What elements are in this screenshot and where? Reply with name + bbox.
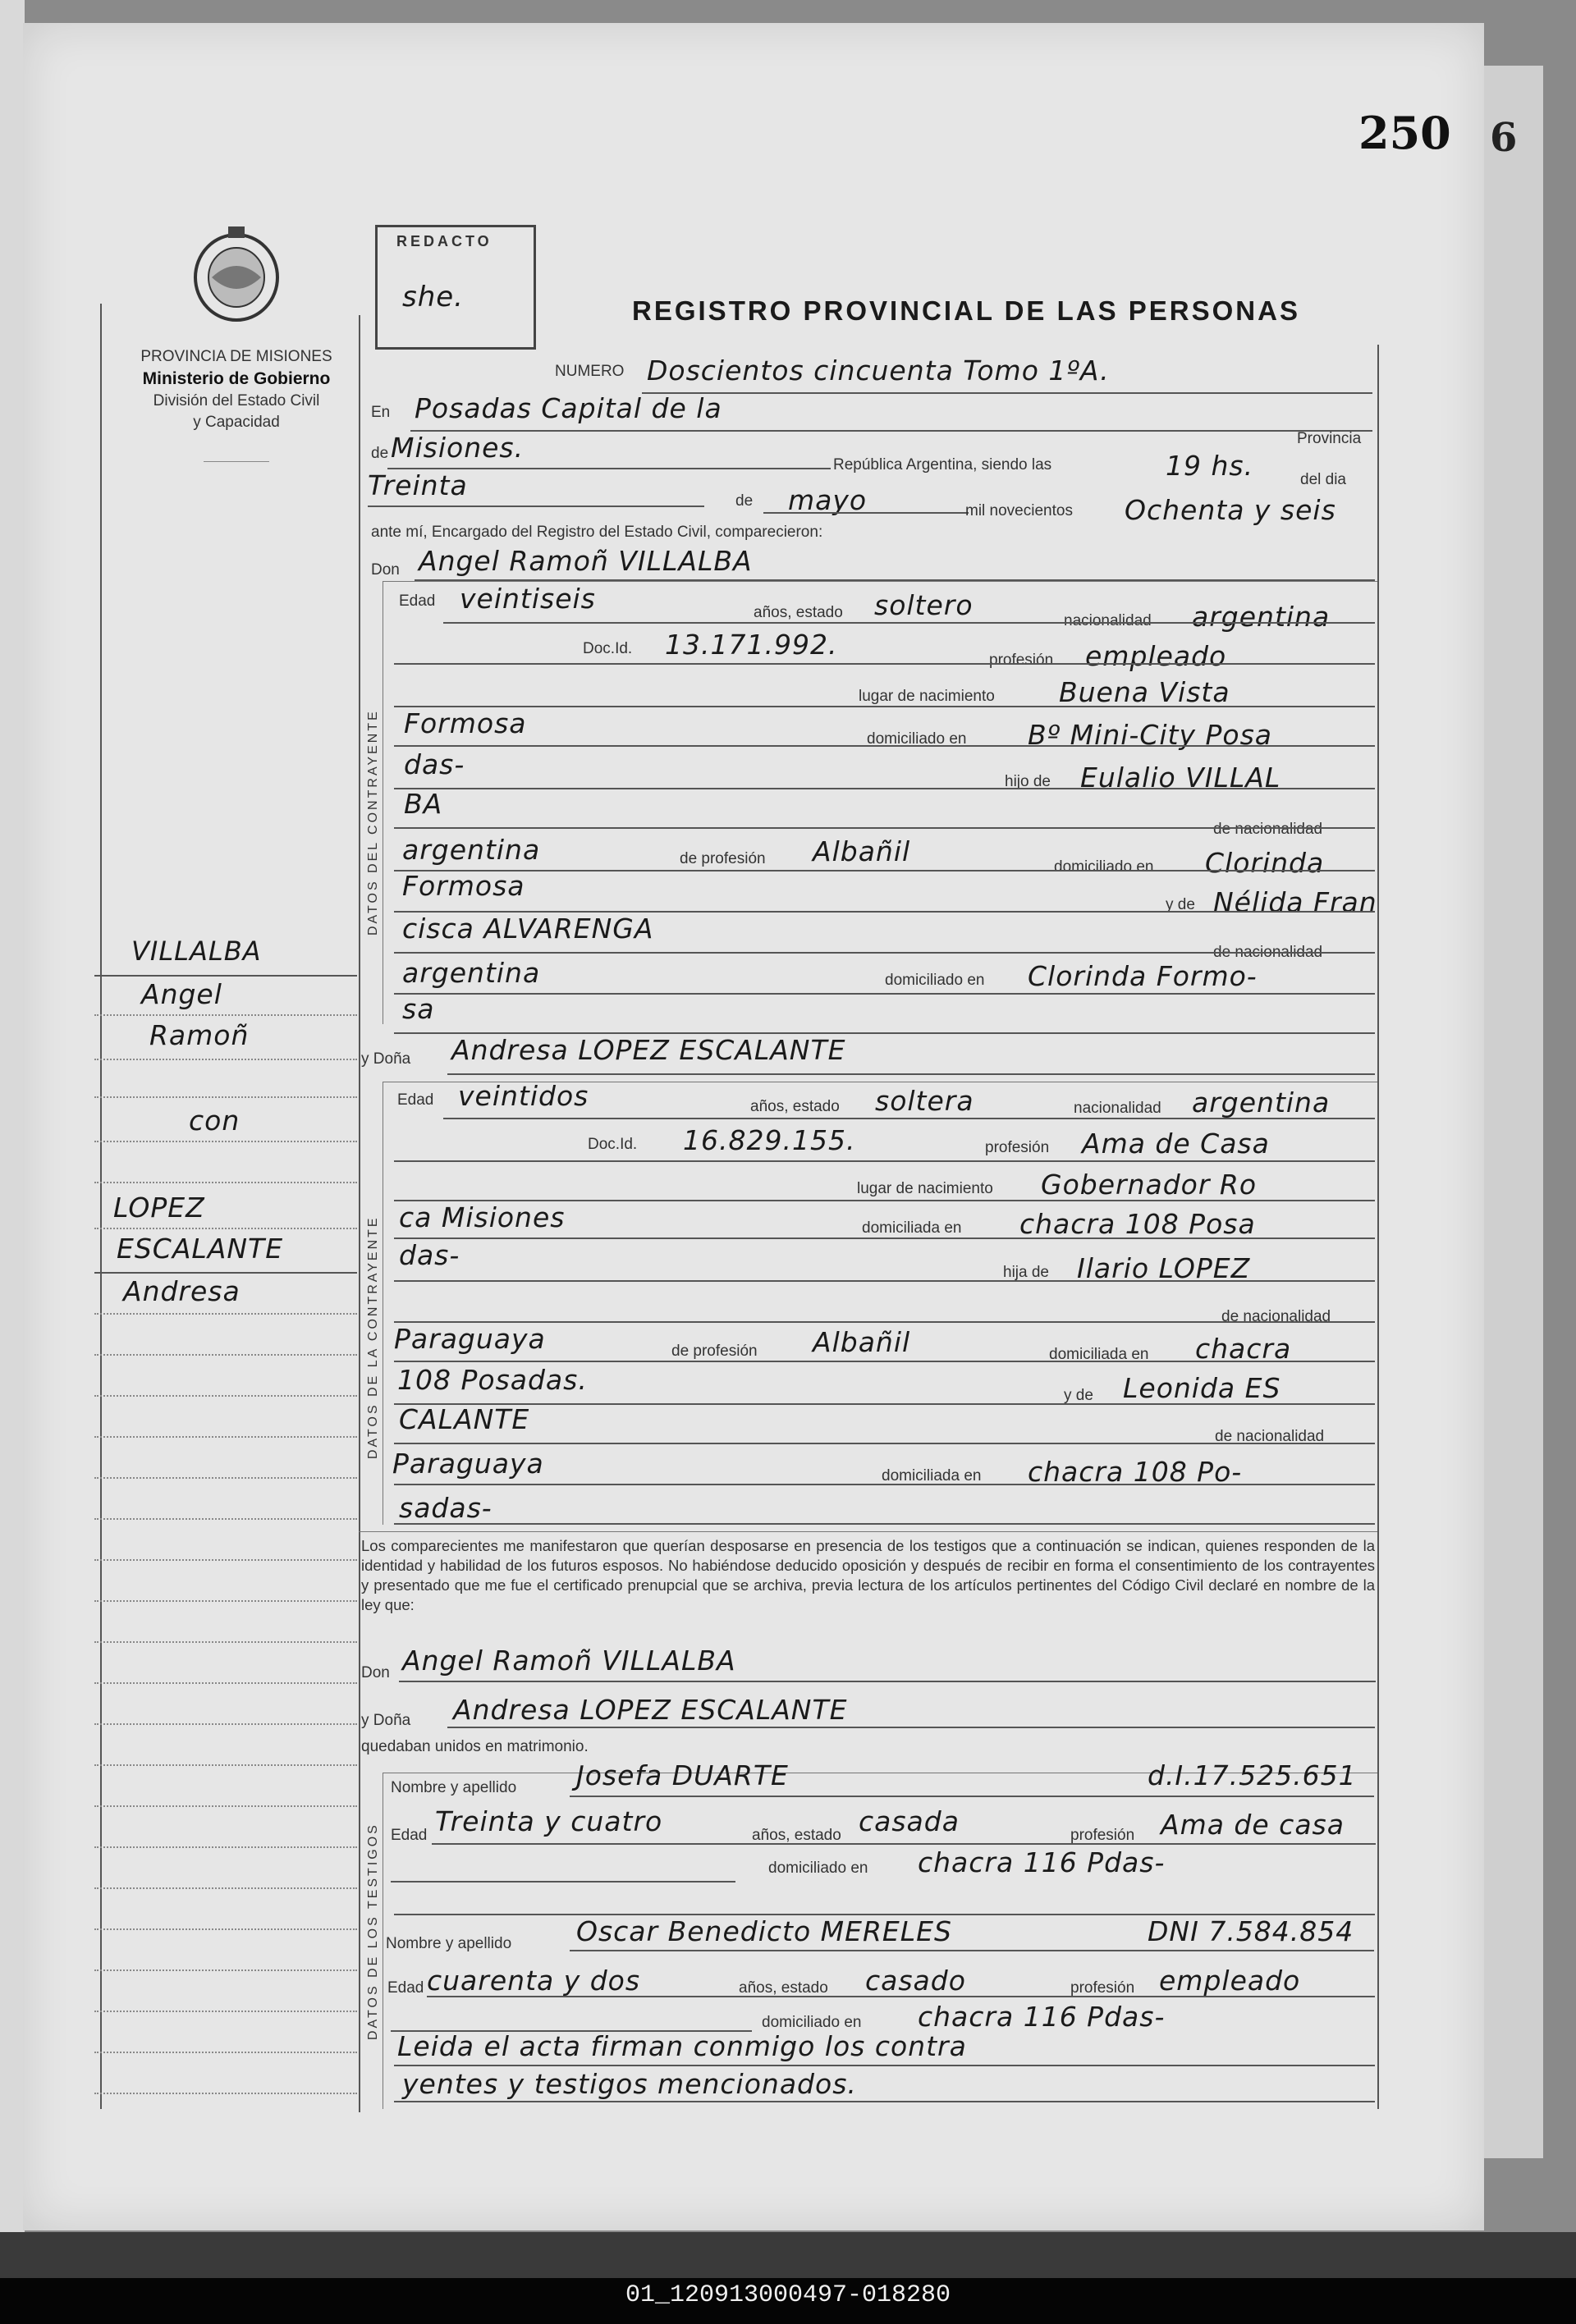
acta-lugar-1: Posadas Capital de la — [415, 392, 722, 424]
label-domiciliado-t2: domiciliado en — [762, 2014, 862, 2031]
page-number: 250 — [1358, 107, 1451, 159]
t2-estado: casado — [865, 1965, 966, 1997]
c1-estado: soltero — [874, 589, 974, 621]
c1-profesion: empleado — [1085, 640, 1227, 672]
legal-top — [359, 1531, 1377, 1532]
label-hijo-de: hijo de — [1005, 773, 1051, 790]
label-ante-mi: ante mí, Encargado del Registro del Estado Civil, comparecieron: — [371, 524, 823, 541]
c2-domicilio-1: chacra 108 Posa — [1019, 1208, 1256, 1240]
c1-madre-nac: argentina — [402, 957, 541, 989]
label-nombre-t1: Nombre y apellido — [391, 1779, 517, 1796]
c1-padre-prof: Albañil — [813, 835, 911, 867]
label-hija-de: hija de — [1003, 1264, 1049, 1281]
t1-doc: d.I.17.525.651 — [1148, 1759, 1357, 1791]
margin-divider-1 — [94, 975, 357, 977]
label-y-de-2: y de — [1064, 1387, 1093, 1404]
label-anos-estado-t1: años, estado — [752, 1827, 841, 1844]
margin-surname-2b: ESCALANTE — [117, 1233, 284, 1265]
label-y-dona: y Doña — [361, 1050, 411, 1068]
t1-profesion: Ama de casa — [1161, 1809, 1345, 1841]
label-domiciliado-3: domiciliado en — [885, 972, 985, 989]
label-profesion: profesión — [989, 652, 1054, 669]
t2-doc: DNI 7.584.854 — [1148, 1915, 1354, 1947]
t1-nombre: Josefa DUARTE — [576, 1759, 789, 1791]
c1-lugar-nac-1: Buena Vista — [1059, 676, 1230, 708]
label-doc-2: Doc.Id. — [588, 1136, 638, 1153]
label-de-nacionalidad: de nacionalidad — [1213, 821, 1323, 838]
c2-doc: 16.829.155. — [683, 1124, 856, 1156]
label-profesion-t1: profesión — [1070, 1827, 1135, 1844]
provincial-seal-icon — [187, 222, 286, 328]
label-profesion-2: profesión — [985, 1139, 1050, 1156]
c1-edad: veintiseis — [460, 583, 596, 615]
margin-con: con — [189, 1105, 241, 1137]
label-de-nacionalidad-4: de nacionalidad — [1215, 1428, 1325, 1445]
c1-padre-2: BA — [404, 788, 443, 820]
label-y-de: y de — [1166, 896, 1195, 913]
label-de-nacionalidad-3: de nacionalidad — [1221, 1308, 1331, 1325]
c1-lugar-nac-2: Formosa — [404, 707, 527, 739]
t1-estado: casada — [859, 1805, 960, 1837]
c1-domicilio-1: Bº Mini-City Posa — [1028, 719, 1272, 751]
section-label-contrayente: DATOS DEL CONTRAYENTE — [366, 709, 380, 936]
c2-madre-dom-2: sadas- — [399, 1492, 492, 1524]
label-anos-estado-t2: años, estado — [739, 1979, 828, 1997]
label-de: de — [371, 445, 389, 462]
label-edad-t2: Edad — [387, 1979, 424, 1997]
label-nombre-t2: Nombre y apellido — [386, 1935, 512, 1952]
c1-madre-2: cisca ALVARENGA — [402, 913, 654, 945]
label-domiciliado-t1: domiciliado en — [768, 1860, 868, 1877]
label-edad-t1: Edad — [391, 1827, 428, 1844]
c1-padre-nac: argentina — [402, 834, 541, 866]
label-don-2: Don — [361, 1664, 390, 1681]
t1-domicilio: chacra 116 Pdas- — [918, 1846, 1166, 1878]
c2-profesion: Ama de Casa — [1082, 1128, 1270, 1160]
c2-nombre: Andresa LOPEZ ESCALANTE — [451, 1034, 846, 1066]
label-edad: Edad — [399, 592, 436, 610]
margin-surname-1: VILLALBA — [131, 936, 262, 967]
margin-given-2: Andresa — [123, 1275, 241, 1307]
label-anos-estado: años, estado — [754, 604, 843, 621]
c2-nacionalidad: argentina — [1192, 1087, 1331, 1119]
label-anos-estado-2: años, estado — [750, 1098, 840, 1115]
label-domiciliada: domiciliada en — [862, 1219, 962, 1237]
c2-madre-1: Leonida ES — [1123, 1372, 1281, 1404]
label-lugar-nac-2: lugar de nacimiento — [857, 1180, 993, 1197]
c2-domicilio-2: das- — [399, 1239, 460, 1271]
t2-profesion: empleado — [1159, 1965, 1301, 1997]
c2-madre-2: CALANTE — [399, 1403, 530, 1435]
c1-nacionalidad: argentina — [1192, 601, 1331, 633]
t2-nombre: Oscar Benedicto MERELES — [576, 1915, 952, 1947]
label-doc: Doc.Id. — [583, 640, 633, 657]
label-provincia: Provincia — [1297, 430, 1362, 447]
label-mil-novecientos: mil novecientos — [965, 502, 1073, 519]
c2-lugar-nac-2: ca Misiones — [399, 1201, 566, 1233]
c1-padre-dom-1: Clorinda — [1205, 847, 1325, 879]
legal-paragraph: Los comparecientes me manifestaron que querían desposarse en presencia de los testigos que a continuación se indican, quienes responden de la identidad y habilidad de los futuros esposos. No habiéndose deducido oposición y después de recibir en forma el consentimiento de los contrayentes y presentado que me fue el certificado prenupcial que se archiva, previa lectura de los artículos pertinentes del Código Civil declaré en nombre de la ley que: — [361, 1537, 1375, 1613]
acta-hora: 19 hs. — [1166, 450, 1254, 482]
org-divider — [204, 461, 269, 462]
label-domiciliada-2: domiciliada en — [1049, 1346, 1149, 1363]
c2-padre: Ilario LOPEZ — [1077, 1252, 1251, 1284]
c2-padre-nac: Paraguaya — [394, 1323, 546, 1355]
label-numero: NUMERO — [555, 363, 625, 380]
label-domiciliado-2: domiciliado en — [1054, 858, 1154, 876]
form-right-border — [1377, 345, 1379, 2109]
label-del-dia: del dia — [1300, 471, 1346, 488]
left-margin-border — [100, 304, 102, 2109]
label-edad-2: Edad — [397, 1091, 434, 1109]
acta-lugar-2: Misiones. — [391, 432, 525, 464]
label-don: Don — [371, 561, 400, 579]
c2-padre-dom-2: 108 Posadas. — [397, 1364, 588, 1396]
org-ministry: Ministerio de Gobierno — [142, 369, 331, 388]
c1-domicilio-2: das- — [404, 748, 465, 780]
label-y-dona-2: y Doña — [361, 1712, 411, 1729]
c2-estado: soltera — [875, 1085, 974, 1117]
label-republica: República Argentina, siendo las — [833, 456, 1052, 473]
redacto-label: REDACTO — [396, 233, 492, 249]
section-1-top — [383, 581, 1377, 582]
c1-padre-1: Eulalio VILLAL — [1080, 762, 1281, 794]
label-de-profesion-2: de profesión — [671, 1343, 758, 1360]
c1-doc: 13.171.992. — [665, 629, 838, 661]
c1-madre-dom-2: sa — [402, 993, 435, 1025]
label-de-mes: de — [735, 492, 754, 510]
acta-anio: Ochenta y seis — [1125, 494, 1336, 526]
image-id-label: 01_120913000497-018280 — [625, 2281, 951, 2309]
c2-padre-dom-1: chacra — [1195, 1333, 1292, 1365]
org-capacity: y Capacidad — [193, 414, 280, 431]
redacto-value: she. — [402, 281, 464, 313]
page-title: REGISTRO PROVINCIAL DE LAS PERSONAS — [632, 295, 1300, 326]
t1-edad: Treinta y cuatro — [435, 1805, 663, 1837]
page-number-secondary: 6 — [1490, 115, 1518, 161]
cierre-line-1: Leida el acta firman conmigo los contra — [397, 2030, 967, 2062]
decl-don: Angel Ramoñ VILLALBA — [402, 1645, 736, 1677]
c2-lugar-nac-1: Gobernador Ro — [1041, 1169, 1258, 1201]
org-province: PROVINCIA DE MISIONES — [140, 348, 332, 365]
label-domiciliada-3: domiciliada en — [882, 1467, 982, 1485]
org-division: División del Estado Civil — [153, 392, 320, 409]
label-de-nacionalidad-2: de nacionalidad — [1213, 944, 1323, 961]
c2-madre-nac: Paraguaya — [392, 1448, 544, 1480]
c2-padre-prof: Albañil — [813, 1326, 911, 1358]
c1-nombre: Angel Ramoñ VILLALBA — [419, 545, 753, 577]
label-de-profesion: de profesión — [680, 850, 766, 867]
c1-madre-dom-1: Clorinda Formo- — [1028, 960, 1258, 992]
label-profesion-t2: profesión — [1070, 1979, 1135, 1997]
label-lugar-nac: lugar de nacimiento — [859, 688, 995, 705]
acta-numero: Doscientos cincuenta Tomo 1ºA. — [647, 355, 1110, 387]
t2-edad: cuarenta y dos — [427, 1965, 641, 1997]
decl-dona: Andresa LOPEZ ESCALANTE — [453, 1694, 848, 1726]
next-page-edge — [1478, 66, 1543, 2158]
acta-mes: mayo — [788, 484, 868, 516]
margin-given-1b: Ramoñ — [149, 1019, 250, 1051]
t2-domicilio: chacra 116 Pdas- — [918, 2001, 1166, 2033]
label-nacionalidad: nacionalidad — [1064, 612, 1152, 629]
label-quedaban: quedaban unidos en matrimonio. — [361, 1738, 589, 1755]
margin-surname-2a: LOPEZ — [113, 1192, 205, 1224]
label-domiciliado: domiciliado en — [867, 730, 967, 748]
section-label-contrayente-2: DATOS DE LA CONTRAYENTE — [366, 1215, 380, 1459]
margin-divider-2 — [94, 1272, 357, 1274]
cierre-line-2: yentes y testigos mencionados. — [402, 2068, 857, 2100]
label-en: En — [371, 404, 391, 421]
margin-given-1a: Angel — [141, 978, 222, 1010]
label-nacionalidad-2: nacionalidad — [1074, 1100, 1161, 1117]
form-left-border — [359, 315, 360, 2112]
c1-madre-1: Nélida Fran — [1213, 886, 1377, 918]
c1-padre-dom-2: Formosa — [402, 870, 525, 902]
c2-edad: veintidos — [458, 1080, 589, 1112]
c2-madre-dom-1: chacra 108 Po- — [1028, 1456, 1243, 1488]
acta-dia: Treinta — [368, 469, 468, 501]
book-binding — [0, 0, 25, 2324]
section-label-testigos: DATOS DE LOS TESTIGOS — [366, 1823, 380, 2040]
